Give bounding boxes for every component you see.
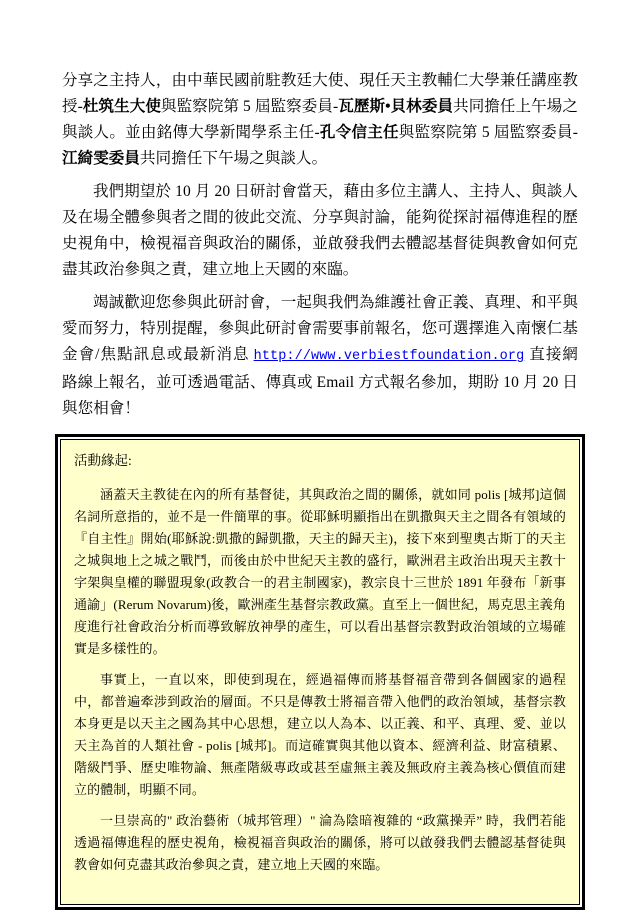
text-run: 直接網路線上報名，並可透過電話、傳真或 Email 方式報名參加，期盼 10 月 20 日與您相會！ — [62, 346, 578, 417]
paragraph-expectation: 我們期望於 10 月 20 日研討會當天，藉由多位主講人、主持人、與談人及在場全體參與者之間的彼此交流、分享與討論，能夠從探討福傳進程的歷史視角中，檢視福音與政治的關係，並啟發我們去體認基督徒與教會如何克盡其政治參與之責，建立地上天國的來臨。 — [62, 183, 578, 278]
text-run: 分享之主持人，由中華民國前駐教廷大使、現任天主教輔仁大學兼任講座教授- — [62, 72, 578, 115]
origin-paragraph-1: 涵蓋天主教徒在內的所有基督徒，其與政治之間的關係，就如同 polis [城邦]這個名詞所意指的，並不是一件簡單的事。從耶穌明顯指出在凱撒與天主之間各有領域的『自主性』開始(耶穌說:凱撒的歸凱撒，天主的歸天主)，接下來到聖奧古斯丁的天主之城與地上之城之戰鬥，而後由於中世紀天主教的盛行，歐洲君主政治出現天主教十字架與皇權的聯盟現象(政教合一的君主制國家)，教宗良十三世於 1891 年發布「新事通諭」(Rerum Novarum)後，歐洲產生基督宗教政黨。直至上一個世紀，馬克思主義角度進行社會政治分析而導致解放神學的產生，可以看出基督宗教對政治領域的立場確實是多樣性的。 — [74, 487, 566, 656]
origin-paragraph-3: 一旦崇高的" 政治藝術（城邦管理）" 淪為陰暗複雜的 “政黨操弄” 時，我們若能透過福傳進程的歷史視角，檢視福音與政治的關係，將可以啟發我們去體認基督徒與教會如何克盡其政治參與之責，建立地上天國的來臨。 — [74, 813, 566, 872]
event-origin-inner — [60, 439, 580, 905]
name-kong-lingxin-director: 孔令信主任 — [319, 124, 399, 141]
event-origin-box — [55, 434, 585, 910]
text-run: 竭誠歡迎您參與此研討會，一起與我們為維護社會正義、真理、和平與愛而努力，特別提醒，參與此研討會需要事前報名，您可選擇進入南懷仁基金會/焦點訊息或最新消息 — [62, 294, 578, 363]
text-run: 與監察院第 5 屆監察委員- — [160, 98, 339, 115]
name-jiang-qiwen-member: 江綺雯委員 — [62, 150, 141, 167]
text-run: 共同擔任下午場之與談人。 — [140, 150, 328, 167]
event-origin-title: 活動緣起: — [74, 453, 132, 468]
paragraph-moderators — [62, 68, 578, 172]
text-run: 與監察院第 5 屆監察委員- — [398, 124, 578, 141]
name-walis-pelin-member: 瓦歷斯•貝林委員 — [338, 98, 454, 115]
origin-paragraph-2: 事實上，一直以來，即使到現在，經過福傳而將基督福音帶到各個國家的過程中，都普遍牽涉到政治的層面。不只是傳教士將福音帶入他們的政治領域，基督宗教本身更是以天主之國為其中心思想，建立以人為本、以正義、和平、真理、愛、並以天主為首的人類社會 - polis [城邦]。而這確實與其他以資本、經濟利益、財富積累、階級鬥爭、歷史唯物論、無產階級專政或甚至虛無主義及無政府主義為核心價值而建立的體制，明顯不同。 — [74, 672, 566, 797]
text-run: 共同擔任上午場之與談人。並由銘傳大學新聞學系主任- — [62, 98, 578, 141]
registration-link[interactable]: http://www.verbiestfoundation.org — [253, 349, 525, 364]
paragraph-registration — [62, 290, 578, 422]
name-du-zhusheng-ambassador: 杜筑生大使 — [82, 98, 161, 115]
